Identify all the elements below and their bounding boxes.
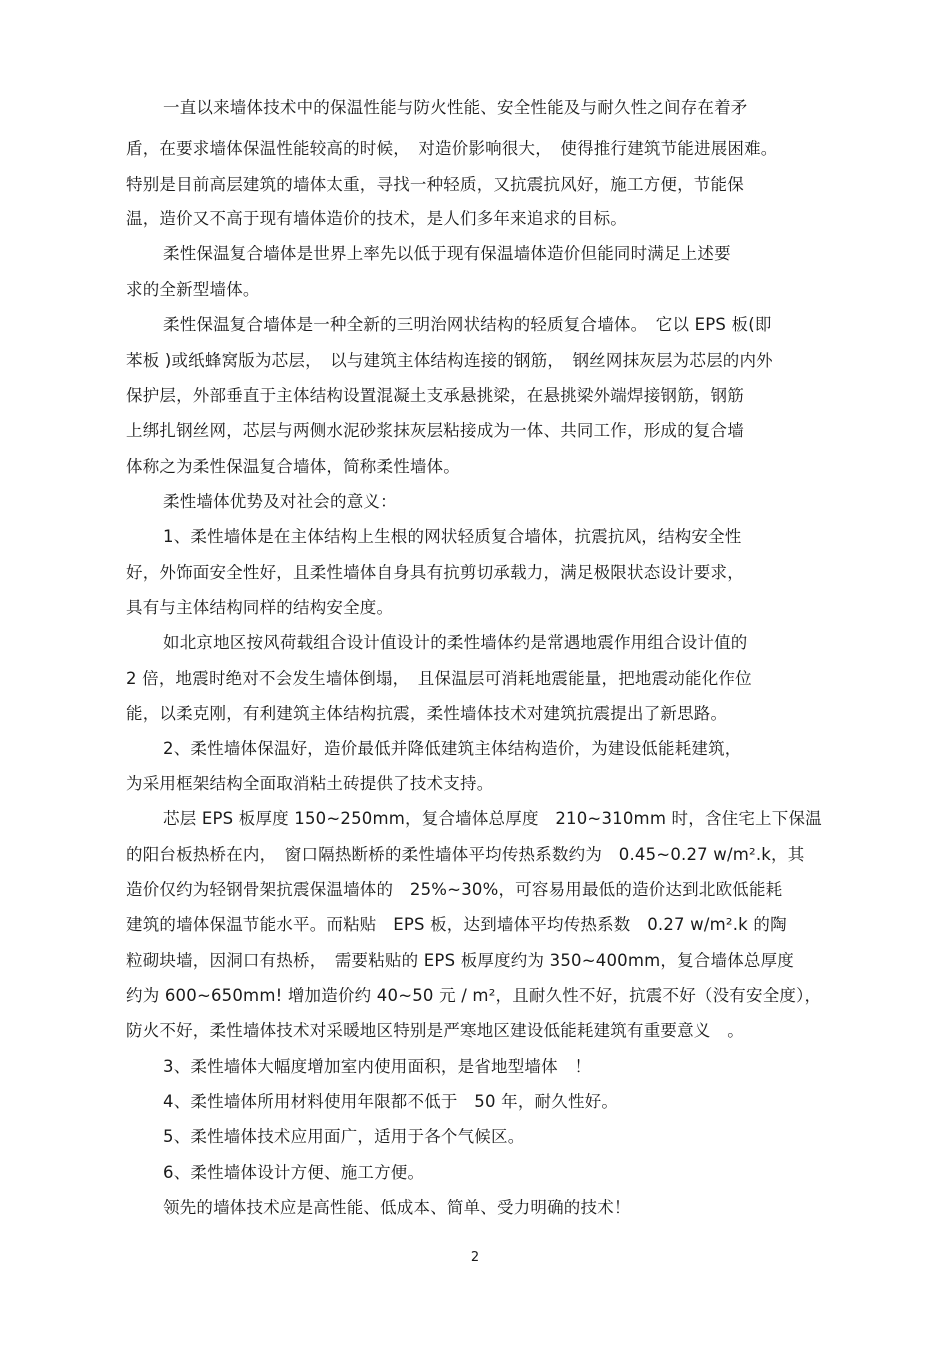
text-line: 造价仅约为轻钢骨架抗震保温墙体的 25%~30%，可容易用最低的造价达到北欧低能耗 — [126, 880, 783, 899]
text-line: 求的全新型墙体。 — [126, 280, 260, 299]
text-line: 5、柔性墙体技术应用面广，适用于各个气候区。 — [163, 1127, 525, 1146]
text-line: 体称之为柔性保温复合墙体，简称柔性墙体。 — [126, 457, 460, 476]
text-line: 为采用框架结构全面取消粘土砖提供了技术支持。 — [126, 774, 494, 793]
text-line: 盾，在要求墙体保温性能较高的时候， 对造价影响很大， 使得推行建筑节能进展困难。 — [126, 139, 778, 158]
page-number: 2 — [470, 1250, 480, 1265]
text-line: 防火不好，柔性墙体技术对采暖地区特别是严寒地区建设低能耗建筑有重要意义 。 — [126, 1021, 744, 1040]
text-line: 温，造价又不高于现有墙体造价的技术，是人们多年来追求的目标。 — [126, 209, 627, 228]
text-line: 1、柔性墙体是在主体结构上生根的网状轻质复合墙体，抗震抗风，结构安全性 — [163, 527, 742, 546]
text-line: 领先的墙体技术应是高性能、低成本、简单、受力明确的技术！ — [163, 1198, 631, 1217]
text-line: 3、柔性墙体大幅度增加室内使用面积，是省地型墙体 ！ — [163, 1057, 592, 1076]
text-line: 苯板 )或纸蜂窝版为芯层， 以与建筑主体结构连接的钢筋， 钢丝网抹灰层为芯层的内外 — [126, 351, 773, 370]
text-line: 6、柔性墙体设计方便、施工方便。 — [163, 1163, 425, 1182]
text-line: 约为 600~650mm! 增加造价约 40~50 元 / m²，且耐久性不好，抗震不好（没有安全度）， — [126, 986, 822, 1005]
text-line: 好，外饰面安全性好，且柔性墙体自身具有抗剪切承载力，满足极限状态设计要求， — [126, 563, 744, 582]
text-line: 一直以来墙体技术中的保温性能与防火性能、安全性能及与耐久性之间存在着矛 — [163, 98, 748, 117]
text-line: 柔性保温复合墙体是世界上率先以低于现有保温墙体造价但能同时满足上述要 — [163, 244, 731, 263]
text-line: 保护层，外部垂直于主体结构设置混凝土支承悬挑梁，在悬挑梁外端焊接钢筋，钢筋 — [126, 386, 744, 405]
text-line: 上绑扎钢丝网，芯层与两侧水泥砂浆抹灰层粘接成为一体、共同工作，形成的复合墙 — [126, 421, 744, 440]
text-line: 特别是目前高层建筑的墙体太重，寻找一种轻质，又抗震抗风好，施工方便，节能保 — [126, 175, 744, 194]
text-line: 4、柔性墙体所用材料使用年限都不低于 50 年，耐久性好。 — [163, 1092, 619, 1111]
text-line: 柔性保温复合墙体是一种全新的三明治网状结构的轻质复合墙体。 它以 EPS 板(即 — [163, 315, 772, 334]
text-line: 具有与主体结构同样的结构安全度。 — [126, 598, 394, 617]
text-line: 柔性墙体优势及对社会的意义： — [163, 492, 397, 511]
text-line: 2 倍，地震时绝对不会发生墙体倒塌， 且保温层可消耗地震能量，把地震动能化作位 — [126, 669, 752, 688]
text-line: 建筑的墙体保温节能水平。而粘贴 EPS 板，达到墙体平均传热系数 0.27 w/m².k 的陶 — [126, 915, 787, 934]
text-line: 如北京地区按风荷载组合设计值设计的柔性墙体约是常遇地震作用组合设计值的 — [163, 633, 748, 652]
text-line: 粒砌块墙，因洞口有热桥， 需要粘贴的 EPS 板厚度约为 350~400mm，复合墙体总厚度 — [126, 951, 794, 970]
text-line: 能，以柔克刚，有利建筑主体结构抗震，柔性墙体技术对建筑抗震提出了新思路。 — [126, 704, 728, 723]
text-line: 芯层 EPS 板厚度 150~250mm，复合墙体总厚度 210~310mm 时，含住宅上下保温 — [163, 809, 822, 828]
text-line: 2、柔性墙体保温好，造价最低并降低建筑主体结构造价，为建设低能耗建筑， — [163, 739, 742, 758]
text-line: 的阳台板热桥在内， 窗口隔热断桥的柔性墙体平均传热系数约为 0.45~0.27 w/m².k，其 — [126, 845, 805, 864]
